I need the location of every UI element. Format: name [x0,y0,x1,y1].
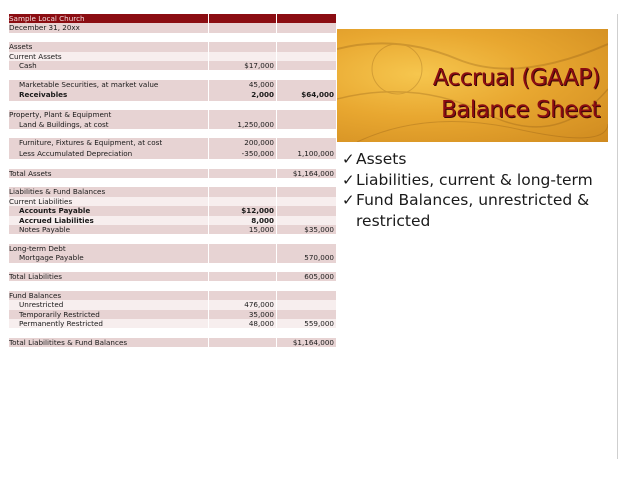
table-row [9,225,336,234]
row-amount [208,101,276,110]
table-row [9,216,336,225]
row-amount [208,187,276,196]
row-total [276,138,336,149]
row-label: Furniture, Fixtures & Equipment, at cost [19,138,163,148]
table-row [9,328,336,337]
table-row [9,234,336,243]
row-total: $1,164,000 [292,168,334,178]
bullet-item [342,190,612,231]
row-label: Sample Local Church [9,14,85,23]
row-total [276,206,336,215]
row-amount: 35,000 [248,309,274,319]
table-row [9,23,336,32]
table-row [9,120,336,129]
row-amount [208,42,276,51]
row-amount: $17,000 [244,60,274,70]
table-row [9,52,336,61]
row-label [9,234,208,243]
column-divider [276,14,277,347]
row-label: Liabilities & Fund Balances [9,187,106,197]
row-amount [208,169,276,178]
row-total [276,14,336,23]
row-total [276,52,336,61]
table-row [9,310,336,319]
row-amount [208,70,276,79]
row-amount [208,328,276,337]
check-icon: ✓ [342,170,355,189]
check-icon: ✓ [342,150,355,168]
row-amount: 1,250,000 [237,119,274,129]
row-amount: 8,000 [251,215,274,225]
row-label: Property, Plant & Equipment [9,110,112,120]
row-total [276,310,336,319]
row-total [276,187,336,196]
row-total [276,234,336,243]
row-amount [208,272,276,281]
table-row [9,178,336,187]
row-amount: 200,000 [244,138,274,148]
balance-sheet-table [9,14,336,347]
row-amount [208,129,276,138]
row-label: Permanently Restricted [19,318,103,328]
row-label: Mortgage Payable [19,253,84,263]
row-label: Total Assets [9,168,52,178]
row-label: Assets [9,42,33,52]
table-row [9,291,336,300]
row-label [9,263,208,272]
table-row [9,33,336,42]
row-label: Cash [19,60,37,70]
row-amount: 48,000 [248,318,274,328]
table-row [9,110,336,119]
table-row [9,138,336,149]
check-icon: ✓ [342,191,355,209]
table-row [9,263,336,272]
row-label: Fund Balances [9,290,62,300]
slide-title-line2: Balance Sheet [440,97,600,123]
row-amount [208,263,276,272]
bullet-text: Fund Balances, unrestricted & restricted [356,191,590,230]
table-row [9,70,336,79]
row-total [276,216,336,225]
row-amount: 15,000 [248,225,274,235]
row-amount: 45,000 [248,79,274,89]
row-total [276,291,336,300]
row-total [276,101,336,110]
row-label: Land & Buildings, at cost [19,119,109,129]
row-label: Current Liabilities [9,196,73,206]
slide-title-line1: Accrual (GAAP) [432,65,600,91]
table-row [9,149,336,160]
row-total: 1,100,000 [297,148,334,158]
table-row [9,101,336,110]
row-amount [208,52,276,61]
row-total [276,61,336,70]
row-label: Long-term Debt [9,243,66,253]
bullet-item [342,170,612,191]
row-total [276,300,336,309]
row-total [276,159,336,168]
table-row [9,253,336,262]
row-total: 570,000 [304,253,334,263]
row-label [9,159,208,168]
table-row [9,61,336,70]
row-label: Total Liabilitites & Fund Balances [9,337,128,347]
row-amount [208,178,276,187]
row-amount [208,110,276,119]
row-total: 559,000 [304,318,334,328]
row-amount [208,159,276,168]
row-amount [208,33,276,42]
row-label [9,33,208,42]
row-total: $35,000 [304,225,334,235]
row-total [276,178,336,187]
row-total [276,80,336,91]
row-label [9,70,208,79]
table-row [9,80,336,91]
row-label: Total Liabilities [9,271,63,281]
row-amount [208,234,276,243]
row-label: Marketable Securities, at market value [19,79,159,89]
row-amount: -350,000 [241,148,274,158]
row-amount [208,281,276,290]
row-label [9,129,208,138]
table-row [9,244,336,253]
row-total [276,244,336,253]
table-row [9,187,336,196]
row-total [276,42,336,51]
row-label: Less Accumulated Depreciation [19,148,133,158]
row-label [9,328,208,337]
row-total [276,129,336,138]
table-row [9,129,336,138]
column-divider [208,14,209,347]
row-amount [208,197,276,206]
row-total: $1,164,000 [292,337,334,347]
row-total [276,70,336,79]
row-amount [208,244,276,253]
row-total [276,281,336,290]
table-row [9,90,336,101]
table-row [9,281,336,290]
row-label: December 31, 20xx [9,23,80,33]
bullet-text: Assets [356,150,407,168]
bullet-item [342,149,612,170]
slide-border [617,14,618,459]
row-label: Receivables [19,90,68,100]
table-header-row [9,14,336,23]
row-label: Unrestricted [19,300,64,310]
row-label: Temporarily Restricted [19,309,100,319]
row-amount [208,253,276,262]
title-box [337,29,608,142]
table-row [9,272,336,281]
row-amount [208,338,276,347]
row-total [276,263,336,272]
table-row [9,338,336,347]
bullet-text: Liabilities, current & long-term [356,170,593,189]
table-row [9,206,336,215]
row-amount: $12,000 [241,206,274,216]
row-total [276,197,336,206]
table-row [9,159,336,168]
row-total [276,23,336,32]
row-label: Accounts Payable [19,206,91,216]
table-row [9,319,336,328]
table-row [9,169,336,178]
table-row [9,197,336,206]
row-label [9,281,208,290]
table-row [9,300,336,309]
row-amount [208,14,276,23]
row-label [9,101,208,110]
row-total [276,110,336,119]
row-label: Notes Payable [19,225,71,235]
row-total [276,33,336,42]
row-amount: 476,000 [244,300,274,310]
row-label [9,178,208,187]
row-total [276,328,336,337]
row-amount [208,23,276,32]
row-total: 605,000 [304,271,334,281]
bullet-list [342,149,612,231]
row-label: Accrued Liabilities [19,215,94,225]
row-amount [208,291,276,300]
row-amount: 2,000 [251,90,274,100]
row-total: $64,000 [301,90,334,100]
row-total [276,120,336,129]
table-row [9,42,336,51]
row-label: Current Assets [9,51,62,61]
